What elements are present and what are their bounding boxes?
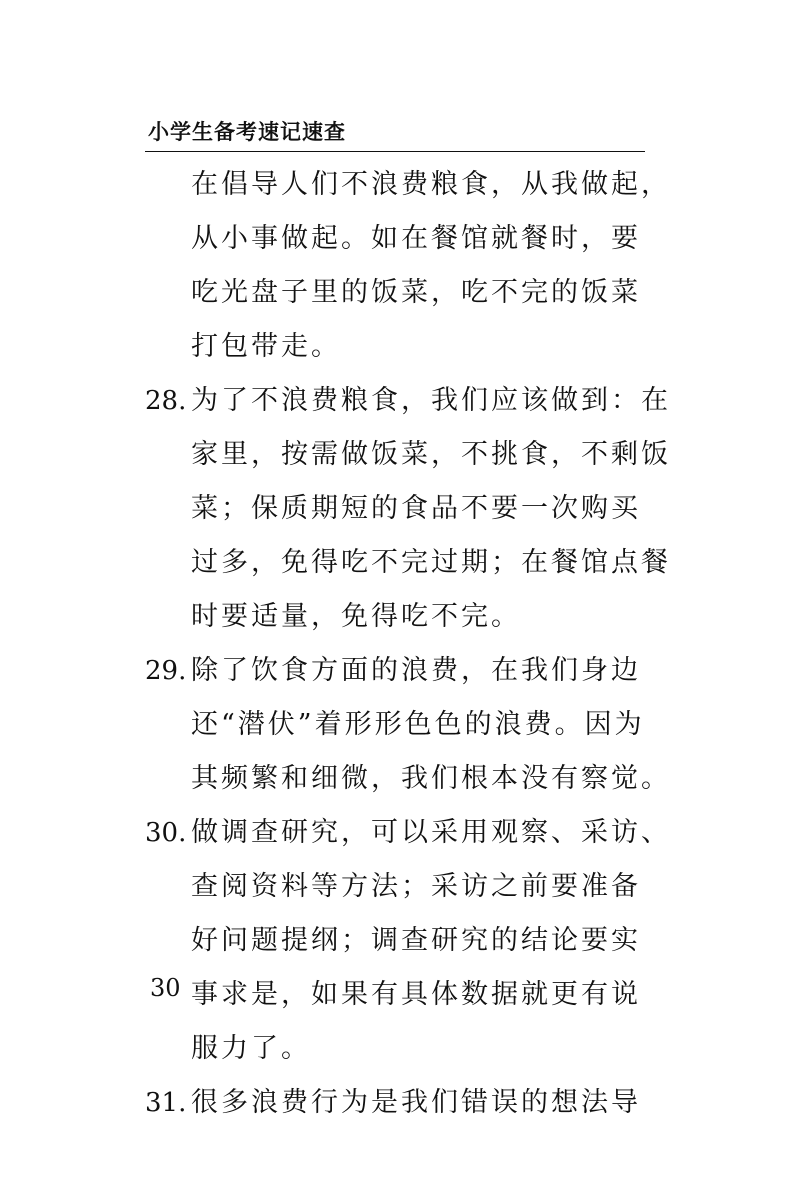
text-line bbox=[145, 1076, 645, 1130]
text-line bbox=[145, 482, 645, 536]
line-text: 好问题提纲；调查研究的结论要实 bbox=[191, 925, 641, 956]
text-line bbox=[145, 374, 671, 428]
item-number: 29. bbox=[145, 656, 187, 686]
text-line bbox=[145, 158, 671, 212]
line-text: 除了饮食方面的浪费，在我们身边 bbox=[191, 655, 641, 686]
text-line bbox=[145, 644, 645, 698]
line-text: 做调查研究，可以采用观察、采访、 bbox=[191, 817, 671, 848]
text-line bbox=[145, 698, 645, 752]
text-line bbox=[145, 752, 671, 806]
text-line bbox=[145, 1022, 645, 1076]
line-text: 事求是，如果有具体数据就更有说 bbox=[191, 979, 641, 1010]
line-text: 时要适量，免得吃不完。 bbox=[191, 601, 521, 632]
text-line bbox=[145, 590, 645, 644]
line-text: 查阅资料等方法；采访之前要准备 bbox=[191, 871, 641, 902]
item-number: 28. bbox=[145, 386, 187, 416]
line-text: 菜；保质期短的食品不要一次购买 bbox=[191, 493, 641, 524]
text-line bbox=[145, 320, 645, 374]
line-text: 打包带走。 bbox=[191, 331, 341, 362]
running-header-title: 小学生备考速记速查 bbox=[148, 120, 346, 144]
text-line bbox=[145, 266, 645, 320]
text-line bbox=[145, 860, 645, 914]
text-line bbox=[145, 428, 671, 482]
page-number: 30 bbox=[150, 974, 181, 1002]
text-line bbox=[145, 914, 645, 968]
line-text: 吃光盘子里的饭菜，吃不完的饭菜 bbox=[191, 277, 641, 308]
text-line bbox=[145, 806, 671, 860]
item-number: 31. bbox=[145, 1088, 187, 1118]
item-number: 30. bbox=[145, 818, 187, 848]
text-line bbox=[145, 212, 645, 266]
line-text: 很多浪费行为是我们错误的想法导 bbox=[191, 1087, 641, 1118]
header-divider bbox=[145, 151, 645, 152]
line-text: 服力了。 bbox=[191, 1033, 311, 1064]
line-text: 家里，按需做饭菜，不挑食，不剩饭 bbox=[191, 439, 671, 470]
line-text: 从小事做起。如在餐馆就餐时，要 bbox=[191, 223, 641, 254]
line-text: 为了不浪费粮食，我们应该做到：在 bbox=[191, 385, 671, 416]
text-line bbox=[145, 536, 671, 590]
line-text: 在倡导人们不浪费粮食，从我做起， bbox=[191, 169, 671, 200]
line-text: 其频繁和细微，我们根本没有察觉。 bbox=[191, 763, 671, 794]
line-text: 过多，免得吃不完过期；在餐馆点餐 bbox=[191, 547, 671, 578]
line-text: 还“潜伏”着形形色色的浪费。因为 bbox=[191, 709, 645, 740]
text-line bbox=[145, 968, 645, 1022]
page-body bbox=[145, 158, 671, 1130]
